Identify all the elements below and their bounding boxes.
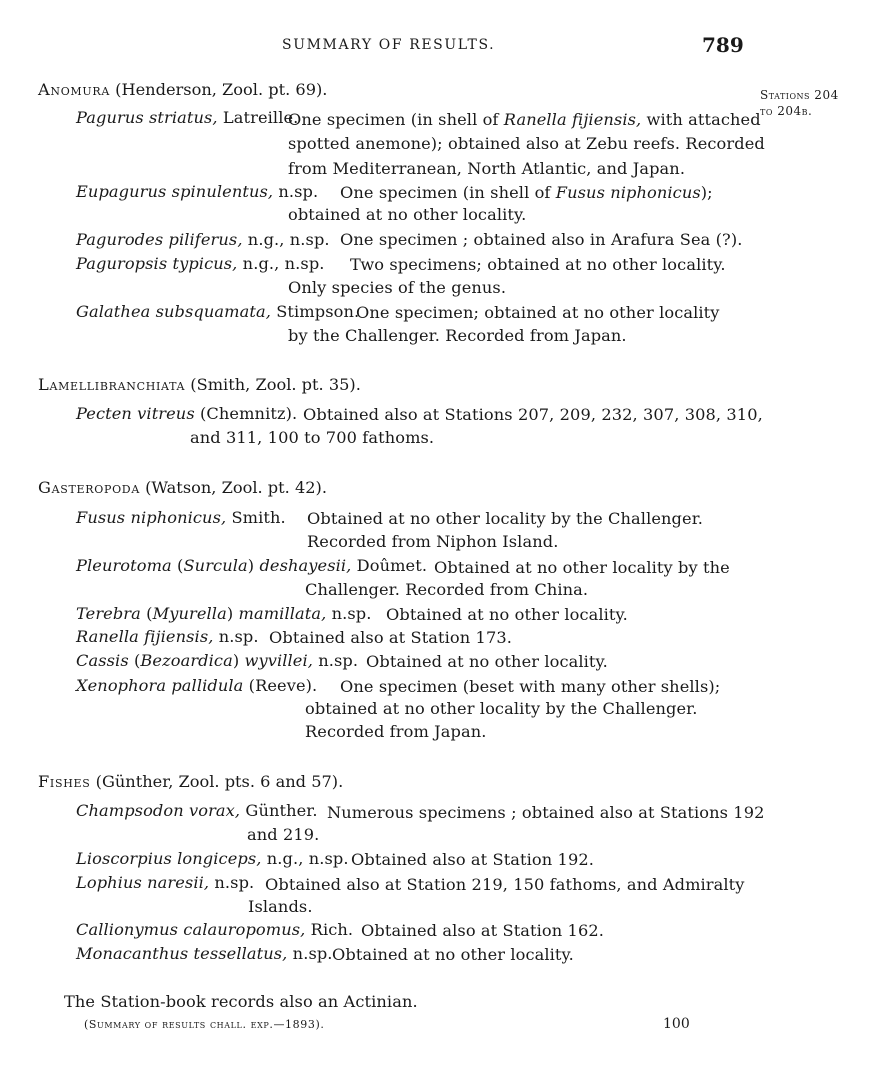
authority: (Reeve). bbox=[243, 676, 318, 695]
species-name: mamillata, bbox=[238, 604, 327, 623]
entry-text-line: from Mediterranean, North Atlantic, and Japan. bbox=[288, 159, 686, 178]
entry-text-line: Obtained also at Station 192. bbox=[351, 850, 594, 869]
species-name: Pagurodes piliferus, bbox=[76, 230, 243, 249]
species-name: Galathea subsquamata, bbox=[76, 302, 271, 321]
entry-text-line: obtained at no other locality. bbox=[288, 205, 527, 224]
authority: n.sp. bbox=[312, 651, 359, 670]
species-name: Lioscorpius longiceps, bbox=[76, 849, 262, 868]
species-name: wyvillei, bbox=[244, 651, 313, 670]
authority: Günther. bbox=[240, 801, 318, 820]
species-name: Paguropsis typicus, bbox=[76, 254, 238, 273]
footer-citation: (Summary of results chall. exp.—1893). bbox=[84, 1018, 325, 1031]
authority: Stimpson. bbox=[270, 302, 360, 321]
entry-monacanthus-tessellatus bbox=[76, 942, 333, 965]
entry-text-line: Recorded from Japan. bbox=[305, 722, 487, 741]
entry-cassis-wyvillei: Cassis (Bezoardica) wyvillei, n.sp. bbox=[76, 651, 359, 670]
entry-pecten-vitreus bbox=[76, 402, 297, 425]
entry-galathea-subsquamata bbox=[76, 300, 359, 323]
closing-note: The Station-book records also an Actinian. bbox=[64, 992, 418, 1011]
species-name: Champsodon vorax, bbox=[76, 801, 241, 820]
authority: n.sp. bbox=[287, 944, 333, 963]
species-name: Pecten vitreus bbox=[76, 404, 195, 423]
group-name: Fishes bbox=[38, 772, 91, 791]
section-heading-gasteropoda bbox=[38, 476, 327, 499]
authority: Rich. bbox=[305, 920, 354, 939]
entry-pleurotoma-deshayesii: Pleurotoma (Surcula) deshayesii, Doûmet. bbox=[76, 556, 428, 575]
species-name: Callionymus calauropomus, bbox=[76, 920, 306, 939]
subgenus-name: Myurella bbox=[152, 604, 227, 623]
group-reference: (Henderson, Zool. pt. 69). bbox=[110, 80, 328, 99]
entry-champsodon-vorax bbox=[76, 799, 318, 822]
entry-text-line: Obtained also at Station 219, 150 fathoms, and Admiralty bbox=[265, 875, 745, 894]
subgenus-name: Bezoardica bbox=[140, 651, 233, 670]
entry-text-line: Recorded from Niphon Island. bbox=[307, 532, 559, 551]
entry-text-line: obtained at no other locality by the Challenger. bbox=[305, 699, 698, 718]
entry-text-line: Two specimens; obtained at no other locality. bbox=[350, 255, 726, 274]
entry-text-line: Obtained at no other locality. bbox=[386, 605, 628, 624]
section-heading-anomura bbox=[38, 78, 327, 101]
authority: n.g., n.sp. bbox=[242, 230, 330, 249]
entry-text-line: and 219. bbox=[247, 825, 320, 844]
subgenus-name: Surcula bbox=[183, 556, 248, 575]
genus-name: Terebra bbox=[76, 604, 141, 623]
signature-mark: 100 bbox=[663, 1016, 690, 1032]
entry-text-line: Obtained also at Stations 207, 209, 232, 307, 308, 310, bbox=[303, 405, 763, 424]
entry-text-line: Obtained at no other locality. bbox=[366, 652, 608, 671]
entry-text-line: Obtained at no other locality by the bbox=[434, 558, 730, 577]
species-name: Fusus niphonicus, bbox=[76, 508, 227, 527]
entry-terebra-mamillata: Terebra (Myurella) mamillata, n.sp. bbox=[76, 604, 372, 623]
entry-pagurodes-piliferus bbox=[76, 228, 330, 251]
species-name: Xenophora pallidula bbox=[76, 676, 244, 695]
entry-text-line: Obtained at no other locality by the Challenger. bbox=[307, 509, 704, 528]
authority: n.sp. bbox=[326, 604, 372, 623]
authority: n.g., n.sp. bbox=[237, 254, 325, 273]
entry-text-line: Obtained also at Station 162. bbox=[361, 921, 604, 940]
entry-lophius-naresii bbox=[76, 871, 254, 894]
entry-text-line: One specimen (in shell of Ranella fijiensis, with attached bbox=[288, 110, 761, 129]
section-heading-lamellibranchiata bbox=[38, 373, 361, 396]
entry-text-line: Islands. bbox=[248, 897, 313, 916]
entry-text-line: One specimen ; obtained also in Arafura Sea (?). bbox=[340, 230, 743, 249]
group-reference: (Smith, Zool. pt. 35). bbox=[185, 375, 361, 394]
entry-lioscorpius-longiceps bbox=[76, 847, 349, 870]
group-name: Gasteropoda bbox=[38, 478, 140, 497]
margin-note-line-1: Stations 204 bbox=[760, 88, 839, 102]
entry-text-line: One specimen (in shell of Fusus niphonicus); bbox=[340, 183, 713, 202]
entry-text-line: Obtained at no other locality. bbox=[332, 945, 574, 964]
entry-eupagurus-spinulentus bbox=[76, 180, 318, 203]
authority: n.sp. bbox=[209, 873, 255, 892]
section-heading-fishes bbox=[38, 770, 343, 793]
species-name: Ranella fijiensis, bbox=[76, 627, 214, 646]
authority: Latreille. bbox=[217, 108, 299, 127]
page-number: 789 bbox=[702, 33, 744, 57]
group-name: Lamellibranchiata bbox=[38, 375, 186, 394]
entry-pagurus-striatus bbox=[76, 106, 298, 129]
group-reference: (Watson, Zool. pt. 42). bbox=[139, 478, 328, 497]
authority: n.sp. bbox=[213, 627, 259, 646]
species-name: deshayesii, bbox=[259, 556, 352, 575]
entry-xenophora-pallidula bbox=[76, 674, 317, 697]
group-reference: (Günther, Zool. pts. 6 and 57). bbox=[90, 772, 344, 791]
genus-name: Cassis bbox=[76, 651, 129, 670]
entry-text-line: Numerous specimens ; obtained also at Stations 192 bbox=[327, 803, 765, 822]
authority: Smith. bbox=[226, 508, 286, 527]
entry-ranella-fijiensis bbox=[76, 625, 259, 648]
authority: Doûmet. bbox=[351, 556, 428, 575]
entry-text-line: and 311, 100 to 700 fathoms. bbox=[190, 428, 435, 447]
entry-fusus-niphonicus bbox=[76, 506, 286, 529]
species-name: Eupagurus spinulentus, bbox=[76, 182, 274, 201]
species-name: Lophius naresii, bbox=[76, 873, 210, 892]
entry-text-line: by the Challenger. Recorded from Japan. bbox=[288, 326, 627, 345]
margin-note-line-2: to 204b. bbox=[760, 104, 813, 118]
entry-callionymus-calauropomus bbox=[76, 918, 353, 941]
running-title: SUMMARY OF RESULTS. bbox=[282, 37, 496, 53]
entry-text-line: Obtained also at Station 173. bbox=[269, 628, 512, 647]
entry-text-line: spotted anemone); obtained also at Zebu reefs. Recorded bbox=[288, 134, 765, 153]
authority: n.sp. bbox=[273, 182, 319, 201]
entry-text-line: One specimen (beset with many other shells); bbox=[340, 677, 721, 696]
group-name: Anomura bbox=[38, 80, 110, 99]
authority: (Chemnitz). bbox=[194, 404, 298, 423]
entry-text-line: Challenger. Recorded from China. bbox=[305, 580, 589, 599]
entry-paguropsis-typicus bbox=[76, 252, 325, 275]
entry-text-line: Only species of the genus. bbox=[288, 278, 507, 297]
authority: n.g., n.sp. bbox=[261, 849, 349, 868]
species-name: Pagurus striatus, bbox=[76, 108, 218, 127]
genus-name: Pleurotoma bbox=[76, 556, 172, 575]
species-name: Monacanthus tessellatus, bbox=[76, 944, 288, 963]
entry-text-line: One specimen; obtained at no other locality bbox=[356, 303, 720, 322]
